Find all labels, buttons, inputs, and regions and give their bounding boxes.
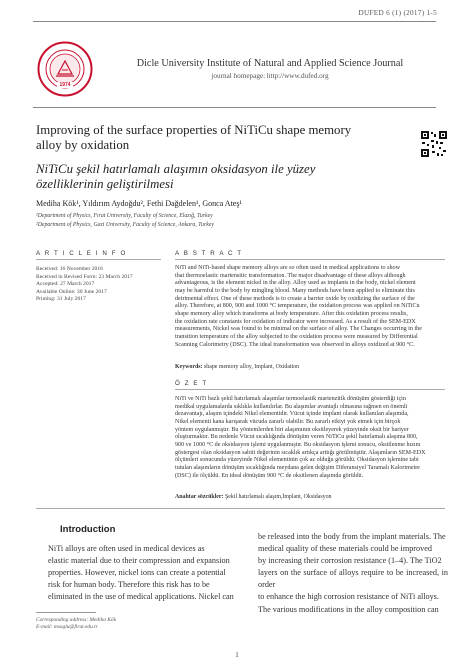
ozet-line: tutulan alaşımların dönüşüm sıcaklığında meydana gelen değişim Diferansiyel Taramalı Kalorimetre xyxy=(175,464,420,471)
ozet-line: oluşturmaktır. Bu nedenle Vücut sıcaklığında dönüşüm veren NiTiCu şekil hatırlamalı alaşıma 800, xyxy=(175,434,418,441)
abstract-rule xyxy=(175,259,445,260)
ozet-line: göstergesi olan oksidasyon sabiti değerinin sıcaklık artıkça arttığı görülmüştür. Alaşımların SEM-EDX xyxy=(175,449,426,456)
intro-line: elastic material due to their compression and expansion xyxy=(48,556,230,566)
intro-line: The various modifications in the alloy composition can xyxy=(258,604,439,614)
keywords-value: shape memory alloy, Implant, Oxidation xyxy=(202,364,300,370)
abstract-heading: A B S T R A C T xyxy=(175,250,243,257)
footnote-rule xyxy=(36,612,96,613)
ozet-line: medikal uygulamalarda sıklıkla kullanılırlar. Bu alaşımlar avantajlı olmasına rağmen en önemli xyxy=(175,403,408,410)
article-title: Improving of the surface properties of NiTiCu shape memory alloy by oxidation xyxy=(36,123,352,152)
journal-name: Dicle University Institute of Natural and Applied Science Journal xyxy=(136,58,404,69)
ozet-rule xyxy=(175,389,445,390)
ozet-line: 900 ve 1000 °C de oksidasyon işlemi uygulanmıştır. Bu oksidasyon işlemi sonucu, oksitlenme hızını xyxy=(175,441,421,448)
page-number: 1 xyxy=(235,651,239,659)
intro-line: properties. However, nickel ions can create a potential xyxy=(48,568,226,578)
logo-year: 1974 xyxy=(59,82,71,88)
article-history xyxy=(36,266,133,304)
history-revised: Received in Revised Form: 23 March 2017 xyxy=(36,273,133,280)
intro-line: eliminated in the use of medical applications. Nickel can xyxy=(48,592,234,602)
intro-line: risk for human body. Therefore this risk has to be xyxy=(48,580,210,590)
corresponding-address: Corresponding address: Mediha Kök xyxy=(36,617,117,623)
article-info-rule xyxy=(36,259,161,260)
abstract-line: detrimental effect. One of these methods is to create a barrier oxide by oxidizing the surface of the xyxy=(175,295,415,302)
abstract-bottom-rule xyxy=(36,508,445,509)
ozet-text xyxy=(175,396,445,480)
intro-right-column xyxy=(258,531,448,616)
article-info-heading: A R T I C L E I N F O xyxy=(36,250,127,257)
qr-code-icon xyxy=(421,131,447,157)
abstract-line: advantageous, is the element nickel in the alloy. Alloy used as implants in the body, nickel element xyxy=(175,280,416,287)
history-printing: Printing: 31 July 2017 xyxy=(36,296,86,303)
keywords-label: Keywords: xyxy=(175,364,203,370)
history-accepted: Accepted: 27 March 2017 xyxy=(36,281,95,288)
abstract-line: measurements, Nickel was found to be minimal on the surface of alloy. The Changes occurring in the xyxy=(175,326,422,333)
ozet-keywords-label: Anahtar sözcükler: xyxy=(175,494,224,500)
introduction-heading: Introduction xyxy=(60,524,116,535)
ozet-heading: Ö Z E T xyxy=(175,380,208,387)
ozet-keywords-value: Şekil hatırlamalı alaşım,İmplant, Oksidasyon xyxy=(223,494,332,500)
intro-line: by increasing their corrosion resistance (1–4). The TiO2 xyxy=(258,556,442,566)
article-title-turkish: NiTiCu şekil hatırlamalı alaşımın oksidasyon ile yüzey özelliklerinin geliştirilmesi xyxy=(36,162,316,191)
history-online: Available Online: 30 June 2017 xyxy=(36,288,107,295)
abstract-line: that thermoelastic martensitic transformation. The major disadvantage of these alloys although xyxy=(175,272,406,279)
authors: Mediha Kök¹, Yıldırım Aydoğdu², Fethi Dağdelen¹, Gonca Ateş¹ xyxy=(36,199,242,208)
intro-line: layers on the surface of alloys require to be increased, in order xyxy=(258,568,448,590)
abstract-keywords xyxy=(175,364,445,370)
ozet-line: Nikel elementi kana karışarak vücuda zararlı olabilir. Bu zararlı etkiyi yok etmek için birçok xyxy=(175,418,401,425)
ozet-line: dezavantajı, alaşım içindeki Nikel elementidir. Vücut içinde implant olarak kullanılan alaşımda, xyxy=(175,411,409,418)
corresponding-email: E-mail: msoglu@firat.edu.tr xyxy=(36,624,98,630)
intro-line: NiTi alloys are often used in medical devices as xyxy=(48,544,205,553)
university-logo xyxy=(37,41,93,97)
intro-line: medical quality of these materials could be improved xyxy=(258,544,432,554)
ozet-line: (DSC) ile ölçüldü. En ideal dönüşüm 900 °C de oksitlenen alaşımda görüldü. xyxy=(175,472,364,479)
abstract-line: NiTi and NiTi-based shape memory alloys are so often used in medical applications to show xyxy=(175,265,400,271)
header-rule-top xyxy=(33,21,436,22)
abstract-line: Scanning Calorimetry (DSC). The ideal transformation was observed in alloys oxidized at 900 °C. xyxy=(175,341,415,348)
intro-left-column xyxy=(48,543,238,603)
history-received: Received: 16 November 2016 xyxy=(36,266,103,272)
intro-line: to enhance the high corrosion resistance of NiTi alloys. xyxy=(258,592,439,602)
ozet-line: NiTi ve NiTi bazlı şekil hatırlamalı alaşımlar termoelastik martenzitik dönüşüm gösterdiği için xyxy=(175,396,406,402)
footnote xyxy=(36,617,116,631)
ozet-line: ölçümleri sonucunda yüzeyinde Nikel elementinin çok az olduğu görüldü. Oksidasyon işlemine tabi xyxy=(175,457,419,464)
header-rule-bottom xyxy=(33,107,436,108)
abstract-line: shape memory alloy which transforms at body temperature. After this oxidation process results, xyxy=(175,310,408,317)
journal-homepage: journal homepage: http://www.dufed.org xyxy=(211,72,329,80)
journal-id: DUFED 6 (1) (2017) 1-5 xyxy=(358,9,437,17)
affiliation-2: ²Department of Physics, Gazi University, Faculty of Science, Ankara, Turkey xyxy=(36,222,214,228)
ozet-line: yöntem uygulanmıştır. Bu yöntemlerden biri alaşımının oksitleyerek yüzeyinde oksit bir bariyer xyxy=(175,426,409,433)
affiliation-1: ¹Department of Physics, Fırat University, Faculty of Science, Elazığ, Turkey xyxy=(36,213,213,219)
intro-line: be released into the body from the implant materials. The xyxy=(258,532,446,541)
abstract-line: the oxidation rate constants for oxidation of indicator were increased. As a result of the SEM-EDX xyxy=(175,318,416,325)
abstract-line: transition temperature of the alloy subjected to the oxidation process were measured by Differential xyxy=(175,333,418,340)
abstract-line: may be harmful to the body by mingling blood. Many methods have been applied to eliminate this xyxy=(175,287,415,294)
ozet-keywords xyxy=(175,494,445,500)
abstract-text xyxy=(175,265,445,349)
abstract-line: alloy. Therefore, at 800, 900 and 1000 °C temperature, the oxidation process was applied on NiTiCu xyxy=(175,303,420,310)
